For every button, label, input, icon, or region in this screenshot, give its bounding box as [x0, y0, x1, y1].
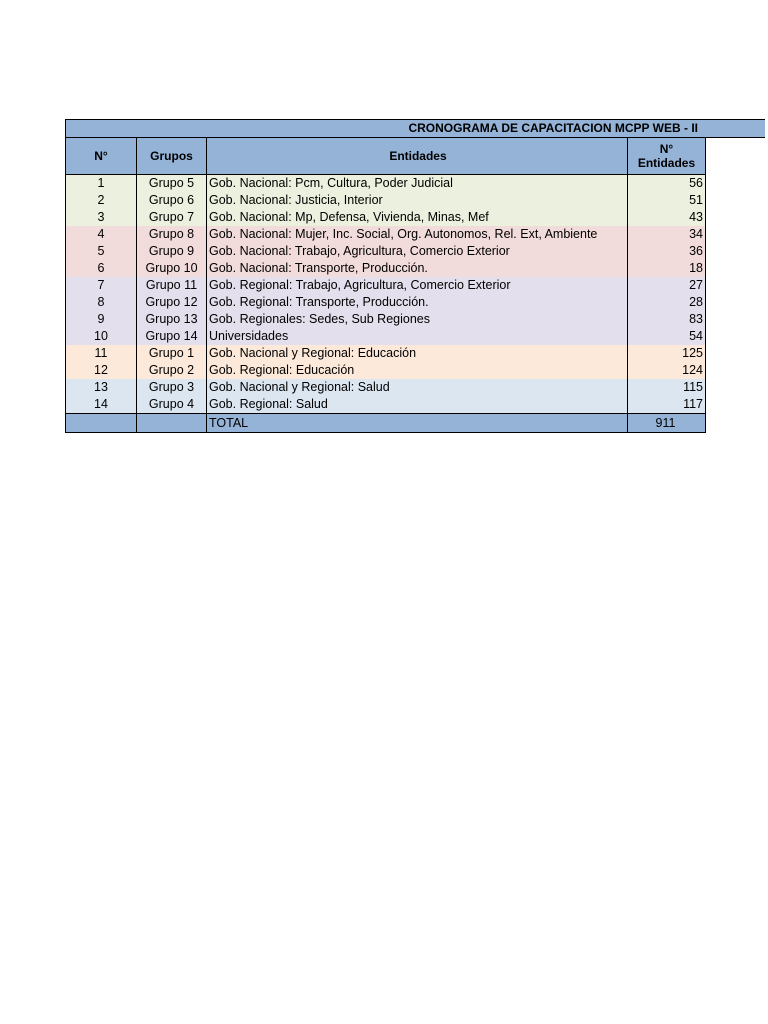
row-grupo: Grupo 14 — [137, 328, 207, 345]
header-entidades: Entidades — [207, 138, 628, 175]
row-count: 34 — [628, 226, 706, 243]
row-number: 10 — [66, 328, 137, 345]
row-entidades: Gob. Nacional: Mp, Defensa, Vivienda, Minas, Mef — [207, 209, 628, 226]
row-grupo: Grupo 4 — [137, 396, 207, 414]
row-count: 124 — [628, 362, 706, 379]
row-entidades: Gob. Nacional: Justicia, Interior — [207, 192, 628, 209]
row-entidades: Gob. Nacional y Regional: Educación — [207, 345, 628, 362]
row-grupo: Grupo 12 — [137, 294, 207, 311]
row-grupo: Grupo 11 — [137, 277, 207, 294]
row-count: 54 — [628, 328, 706, 345]
schedule-table — [65, 137, 706, 433]
table-row — [66, 362, 706, 379]
row-grupo: Grupo 5 — [137, 175, 207, 193]
row-grupo: Grupo 8 — [137, 226, 207, 243]
row-count: 125 — [628, 345, 706, 362]
row-grupo: Grupo 1 — [137, 345, 207, 362]
row-number: 1 — [66, 175, 137, 193]
row-count: 56 — [628, 175, 706, 193]
total-label: TOTAL — [207, 414, 628, 433]
row-count: 117 — [628, 396, 706, 414]
row-grupo: Grupo 6 — [137, 192, 207, 209]
row-count: 18 — [628, 260, 706, 277]
row-grupo: Grupo 10 — [137, 260, 207, 277]
row-grupo: Grupo 13 — [137, 311, 207, 328]
table-row — [66, 209, 706, 226]
row-number: 9 — [66, 311, 137, 328]
row-number: 4 — [66, 226, 137, 243]
sheet-title: CRONOGRAMA DE CAPACITACION MCPP WEB - II — [408, 121, 698, 135]
table-row — [66, 260, 706, 277]
row-grupo: Grupo 7 — [137, 209, 207, 226]
row-entidades: Gob. Nacional: Mujer, Inc. Social, Org. Autonomos, Rel. Ext, Ambiente — [207, 226, 628, 243]
row-number: 2 — [66, 192, 137, 209]
row-count: 51 — [628, 192, 706, 209]
table-row — [66, 226, 706, 243]
total-empty-g — [137, 414, 207, 433]
table-body — [66, 175, 706, 414]
row-count: 28 — [628, 294, 706, 311]
row-entidades: Gob. Regional: Transporte, Producción. — [207, 294, 628, 311]
row-number: 14 — [66, 396, 137, 414]
row-entidades: Gob. Regional: Educación — [207, 362, 628, 379]
total-empty-n — [66, 414, 137, 433]
row-number: 3 — [66, 209, 137, 226]
row-number: 12 — [66, 362, 137, 379]
row-count: 36 — [628, 243, 706, 260]
row-count: 115 — [628, 379, 706, 396]
title-band — [65, 119, 765, 138]
table-row — [66, 396, 706, 414]
table-row — [66, 175, 706, 193]
row-entidades: Gob. Nacional: Pcm, Cultura, Poder Judicial — [207, 175, 628, 193]
table-row — [66, 192, 706, 209]
row-count: 43 — [628, 209, 706, 226]
total-row — [66, 414, 706, 433]
row-entidades: Gob. Nacional: Transporte, Producción. — [207, 260, 628, 277]
row-entidades: Gob. Nacional y Regional: Salud — [207, 379, 628, 396]
row-number: 11 — [66, 345, 137, 362]
row-entidades: Gob. Regional: Trabajo, Agricultura, Comercio Exterior — [207, 277, 628, 294]
table-row — [66, 379, 706, 396]
row-entidades: Universidades — [207, 328, 628, 345]
row-grupo: Grupo 2 — [137, 362, 207, 379]
row-grupo: Grupo 3 — [137, 379, 207, 396]
row-number: 5 — [66, 243, 137, 260]
row-entidades: Gob. Regional: Salud — [207, 396, 628, 414]
header-row — [66, 138, 706, 175]
row-entidades: Gob. Nacional: Trabajo, Agricultura, Comercio Exterior — [207, 243, 628, 260]
table-row — [66, 328, 706, 345]
header-n: N° — [66, 138, 137, 175]
header-grupos: Grupos — [137, 138, 207, 175]
row-number: 13 — [66, 379, 137, 396]
table-row — [66, 311, 706, 328]
table-row — [66, 277, 706, 294]
table-row — [66, 243, 706, 260]
row-number: 8 — [66, 294, 137, 311]
row-count: 27 — [628, 277, 706, 294]
row-number: 7 — [66, 277, 137, 294]
row-grupo: Grupo 9 — [137, 243, 207, 260]
total-value: 911 — [628, 414, 706, 433]
row-count: 83 — [628, 311, 706, 328]
header-n-entidades: N° Entidades — [628, 138, 706, 175]
table-row — [66, 345, 706, 362]
row-entidades: Gob. Regionales: Sedes, Sub Regiones — [207, 311, 628, 328]
row-number: 6 — [66, 260, 137, 277]
table-row — [66, 294, 706, 311]
